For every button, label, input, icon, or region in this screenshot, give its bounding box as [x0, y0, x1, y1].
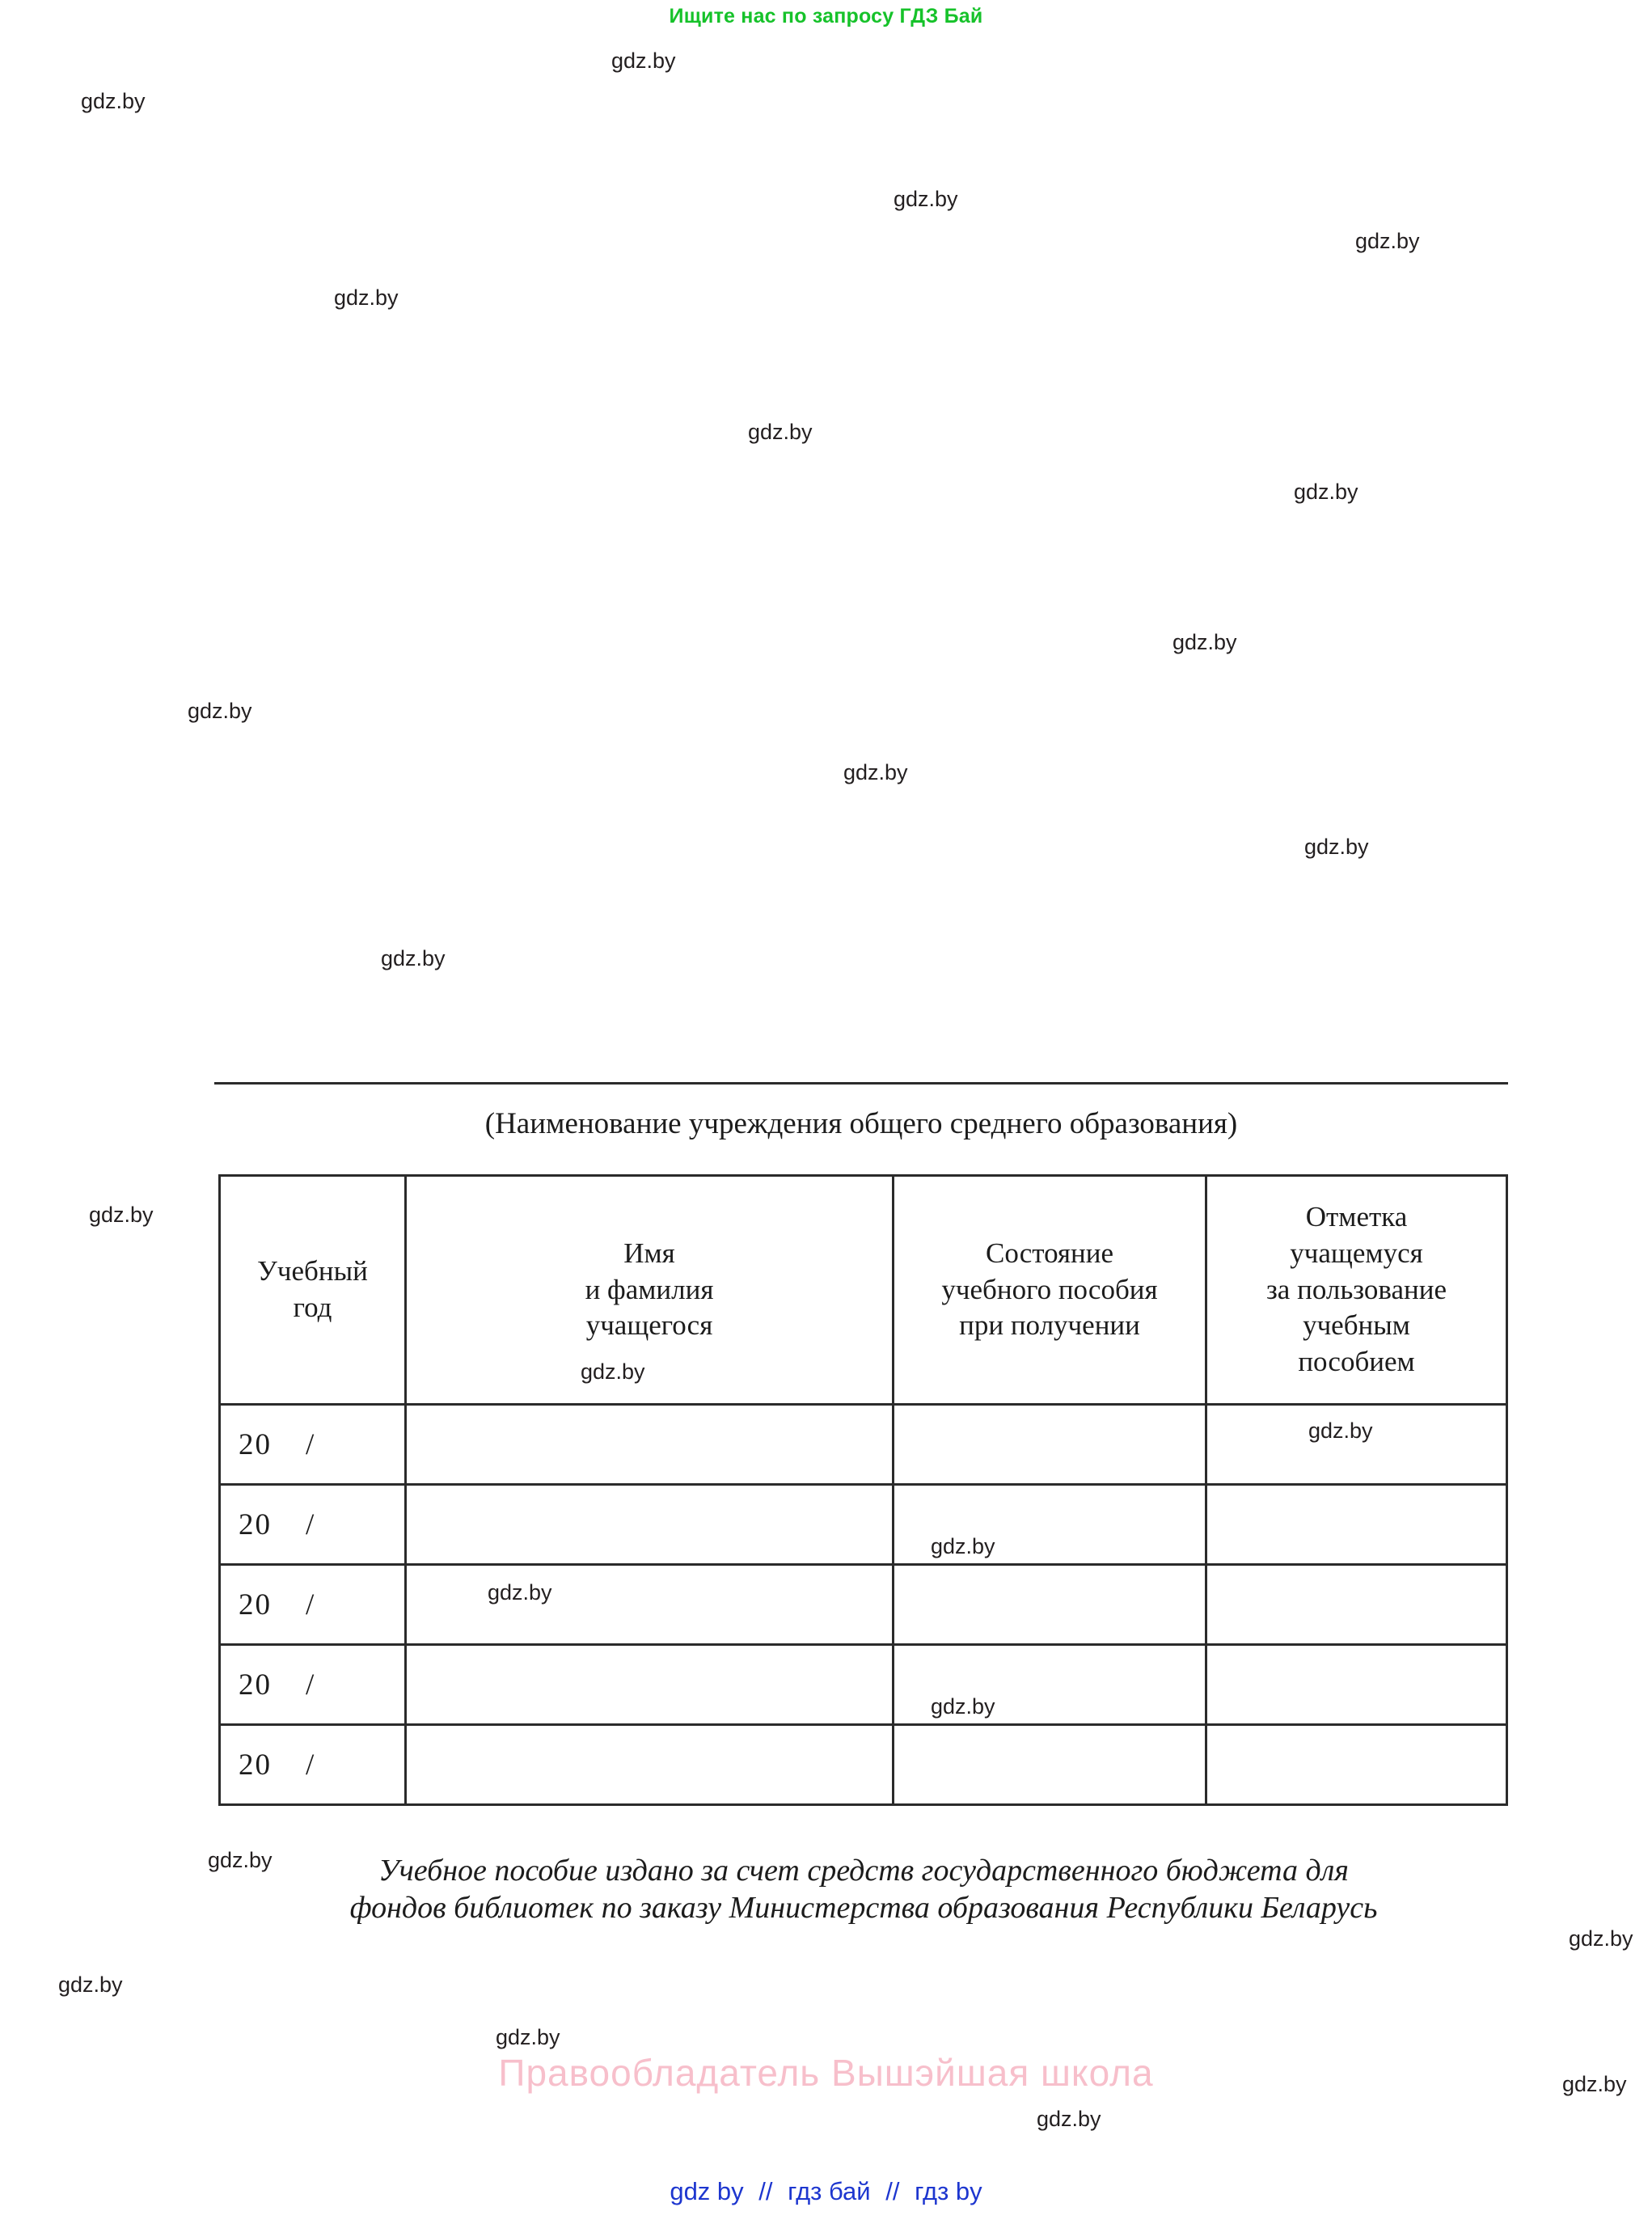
table-row: [220, 1645, 1507, 1725]
year-value: [221, 1588, 404, 1622]
year-prefix: 20: [239, 1427, 272, 1461]
watermark-5: gdz.by: [748, 420, 813, 444]
year-prefix: 20: [239, 1588, 272, 1621]
watermark-7: gdz.by: [1172, 630, 1237, 654]
year-slash: /: [306, 1668, 316, 1702]
cell-state[interactable]: [894, 1645, 1206, 1725]
watermark-9: gdz.by: [843, 760, 908, 784]
watermark-row-2-name: gdz.by: [488, 1580, 552, 1605]
header-mark-line-0: Отметка: [1305, 1201, 1408, 1233]
budget-notice: [217, 1852, 1510, 1927]
year-slash: /: [306, 1588, 316, 1621]
header-year-line-1: год: [293, 1292, 332, 1323]
cell-state[interactable]: [894, 1565, 1206, 1645]
cell-year[interactable]: [220, 1645, 406, 1725]
cell-mark[interactable]: [1206, 1645, 1507, 1725]
watermark-16: gdz.by: [496, 2025, 560, 2049]
watermark-17: gdz.by: [1562, 2072, 1627, 2096]
cell-year[interactable]: [220, 1405, 406, 1485]
cell-mark[interactable]: [1206, 1485, 1507, 1565]
watermark-4: gdz.by: [334, 285, 399, 310]
cell-state[interactable]: [894, 1485, 1206, 1565]
header-name-line-1: и фамилия: [585, 1273, 714, 1305]
table-header: [220, 1176, 1507, 1405]
footer-link-gdz-by[interactable]: gdz by: [670, 2177, 744, 2205]
watermark-2: gdz.by: [894, 187, 958, 211]
cell-year[interactable]: [220, 1565, 406, 1645]
cell-year[interactable]: [220, 1485, 406, 1565]
header-cell-mark: [1206, 1176, 1507, 1405]
institution-name-caption: (Наименование учреждения общего среднего образования): [484, 1107, 1238, 1140]
watermark-18: gdz.by: [1037, 2107, 1101, 2131]
year-prefix: 20: [239, 1668, 272, 1702]
cell-mark[interactable]: [1206, 1725, 1507, 1805]
header-mark-line-2: за пользование: [1265, 1273, 1447, 1305]
header-cell-state: [894, 1176, 1206, 1405]
year-slash: /: [306, 1748, 316, 1782]
cell-name[interactable]: [406, 1725, 894, 1805]
watermark-row-3-state: gdz.by: [931, 1694, 995, 1719]
watermark-row-0-mark: gdz.by: [1308, 1419, 1373, 1443]
footer-separator-1: //: [758, 2177, 773, 2205]
watermark-8: gdz.by: [188, 699, 252, 723]
year-value: [221, 1668, 404, 1702]
header-name-line-2: учащегося: [585, 1309, 713, 1342]
year-value: [221, 1507, 404, 1542]
header-cell-year: [220, 1176, 406, 1405]
cell-mark[interactable]: [1206, 1405, 1507, 1485]
cell-name[interactable]: [406, 1405, 894, 1485]
header-year-line-0: Учебный: [257, 1255, 368, 1287]
copyright-holder-text: Правообладатель Вышэйшая школа: [498, 2052, 1154, 2094]
year-prefix: 20: [239, 1748, 272, 1782]
horizontal-rule: [214, 1082, 1508, 1085]
cell-mark[interactable]: [1206, 1565, 1507, 1645]
footer-links: [0, 2177, 1652, 2206]
cell-state[interactable]: [894, 1725, 1206, 1805]
footer-separator-2: //: [885, 2177, 900, 2205]
table-body: [220, 1405, 1507, 1805]
table-row: [220, 1485, 1507, 1565]
header-mark-line-4: пособием: [1298, 1346, 1415, 1378]
watermark-0: gdz.by: [611, 49, 676, 73]
year-slash: /: [306, 1507, 316, 1541]
header-state-line-1: учебного пособия: [941, 1273, 1158, 1305]
cell-year[interactable]: [220, 1725, 406, 1805]
year-slash: /: [306, 1427, 316, 1461]
cell-name[interactable]: [406, 1565, 894, 1645]
table-header-row: [220, 1176, 1507, 1405]
cell-name[interactable]: [406, 1645, 894, 1725]
table-row: [220, 1725, 1507, 1805]
watermark-14: gdz.by: [1569, 1926, 1633, 1951]
year-prefix: 20: [239, 1507, 272, 1541]
watermark-11: gdz.by: [381, 946, 446, 970]
budget-notice-line-1: Учебное пособие издано за счет средств государственного бюджета для: [378, 1854, 1349, 1888]
watermark-12: gdz.by: [89, 1203, 154, 1227]
budget-notice-line-2: фондов библиотек по заказу Министерства образования Республики Беларусь: [349, 1891, 1378, 1926]
header-mark-line-1: учащемуся: [1290, 1237, 1423, 1269]
promo-banner: Ищите нас по запросу ГДЗ Бай: [669, 5, 983, 27]
header-state-line-2: при получении: [959, 1309, 1140, 1342]
footer-link-gdz-by-ru[interactable]: гдз by: [915, 2177, 982, 2205]
watermark-15: gdz.by: [58, 1972, 123, 1997]
table-row: [220, 1565, 1507, 1645]
watermark-row-1-state: gdz.by: [931, 1534, 995, 1558]
header-state-line-0: Состояние: [985, 1237, 1113, 1269]
year-value: [221, 1427, 404, 1462]
header-cell-name: [406, 1176, 894, 1405]
cell-name[interactable]: [406, 1485, 894, 1565]
year-value: [221, 1748, 404, 1782]
textbook-record-table: [218, 1174, 1508, 1806]
watermark-header-name: gdz.by: [581, 1359, 645, 1384]
watermark-3: gdz.by: [1355, 229, 1420, 253]
watermark-1: gdz.by: [81, 89, 146, 113]
watermark-13: gdz.by: [208, 1848, 273, 1872]
footer-link-gdz-bay[interactable]: гдз бай: [788, 2177, 871, 2205]
header-name-line-0: Имя: [623, 1237, 675, 1269]
cell-state[interactable]: [894, 1405, 1206, 1485]
watermark-10: gdz.by: [1304, 835, 1369, 859]
table-row: [220, 1405, 1507, 1485]
watermark-6: gdz.by: [1294, 480, 1358, 504]
header-mark-line-3: учебным: [1303, 1309, 1410, 1342]
